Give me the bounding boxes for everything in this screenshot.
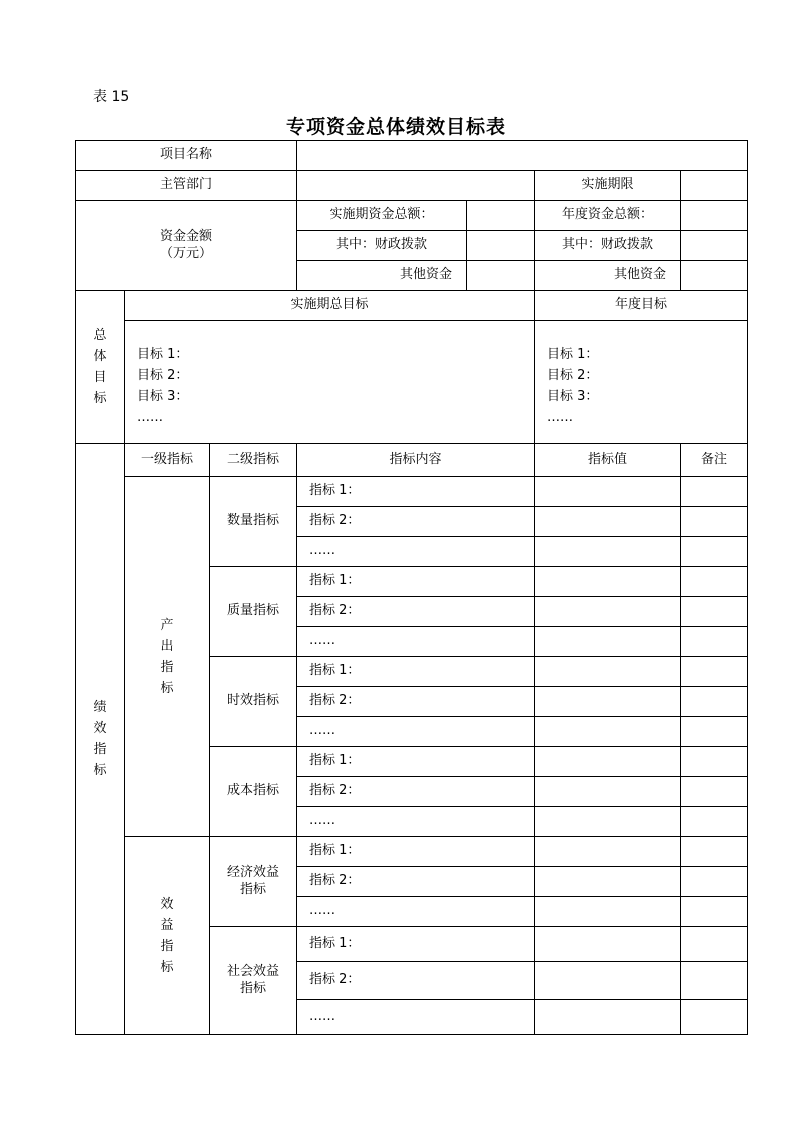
economic-benefit-indicator-label — [210, 837, 297, 927]
output-indicators-label — [125, 477, 210, 837]
content-header: 指标内容 — [297, 444, 535, 477]
goal-item: 目标 1： — [547, 347, 599, 362]
department-value[interactable] — [297, 171, 535, 201]
indicator-value-cell[interactable] — [535, 1000, 681, 1035]
annual-goal-content[interactable] — [535, 321, 748, 444]
section-char: 标 — [160, 959, 174, 975]
indicator-note-cell[interactable] — [681, 567, 748, 597]
indicator-value-cell[interactable] — [535, 837, 681, 867]
indicator-note-cell[interactable] — [681, 627, 748, 657]
department-label: 主管部门 — [76, 171, 297, 201]
indicator-value-cell[interactable] — [535, 777, 681, 807]
indicator-note-cell[interactable] — [681, 927, 748, 962]
indicator-value-cell[interactable] — [535, 867, 681, 897]
table-number-label: 表 15 — [93, 89, 130, 105]
indicator-content-cell[interactable]: …… — [297, 717, 535, 747]
period-goal-content[interactable] — [125, 321, 535, 444]
period-total-value[interactable] — [467, 201, 535, 231]
indicator-note-cell[interactable] — [681, 867, 748, 897]
indicator-content-cell[interactable]: …… — [297, 627, 535, 657]
indicator-note-cell[interactable] — [681, 747, 748, 777]
indicator-value-cell[interactable] — [535, 717, 681, 747]
indicator-value-cell[interactable] — [535, 477, 681, 507]
indicator-note-cell[interactable] — [681, 717, 748, 747]
indicator-content-cell[interactable]: 指标 2： — [297, 687, 535, 717]
section-char: 出 — [160, 638, 174, 654]
annual-total-label: 年度资金总额： — [535, 201, 681, 231]
section-char: 产 — [160, 617, 174, 633]
social-benefit-indicator-label — [210, 927, 297, 1035]
section-char: 指 — [160, 659, 174, 675]
indicator-content-cell[interactable]: 指标 1： — [297, 837, 535, 867]
period-fiscal-value[interactable] — [467, 231, 535, 261]
indicator-note-cell[interactable] — [681, 1000, 748, 1035]
indicator-value-cell[interactable] — [535, 687, 681, 717]
period-other-label: 其他资金 — [297, 261, 467, 291]
section-char: 总 — [93, 328, 107, 343]
indicator-content-cell[interactable]: 指标 2： — [297, 777, 535, 807]
indicator-note-cell[interactable] — [681, 537, 748, 567]
quality-indicator-label: 质量指标 — [210, 567, 297, 657]
period-total-label: 实施期资金总额： — [297, 201, 467, 231]
section-char: 标 — [93, 391, 107, 406]
value-header: 指标值 — [535, 444, 681, 477]
indicator-note-cell[interactable] — [681, 807, 748, 837]
annual-total-value[interactable] — [681, 201, 748, 231]
annual-other-value[interactable] — [681, 261, 748, 291]
indicator-value-cell[interactable] — [535, 627, 681, 657]
overall-goals-section-label — [76, 291, 125, 444]
goal-item: …… — [137, 410, 163, 425]
level2-header: 二级指标 — [210, 444, 297, 477]
indicator-content-cell[interactable]: 指标 1： — [297, 927, 535, 962]
indicator-content-cell[interactable]: 指标 1： — [297, 477, 535, 507]
timeliness-indicator-label: 时效指标 — [210, 657, 297, 747]
indicator-note-cell[interactable] — [681, 597, 748, 627]
section-char: 目 — [93, 370, 107, 385]
goal-item: 目标 3： — [137, 389, 189, 404]
period-label: 实施期限 — [535, 171, 681, 201]
indicator-content-cell[interactable]: 指标 2： — [297, 597, 535, 627]
goal-item: 目标 2： — [547, 368, 599, 383]
indicator-content-cell[interactable]: …… — [297, 1000, 535, 1035]
indicator-content-cell[interactable]: …… — [297, 897, 535, 927]
indicator-note-cell[interactable] — [681, 777, 748, 807]
period-other-value[interactable] — [467, 261, 535, 291]
indicator-value-cell[interactable] — [535, 897, 681, 927]
indicator-content-cell[interactable]: 指标 1： — [297, 657, 535, 687]
funds-amount-line: 资金金额 — [160, 229, 213, 245]
project-name-label: 项目名称 — [76, 141, 297, 171]
cost-indicator-label: 成本指标 — [210, 747, 297, 837]
goal-item: 目标 3： — [547, 389, 599, 404]
indicator-content-cell[interactable]: 指标 2： — [297, 962, 535, 1000]
section-char: 体 — [93, 349, 107, 364]
section-char: 效 — [160, 896, 174, 912]
funds-amount-unit: （万元） — [160, 245, 213, 261]
label-line: 经济效益 — [227, 865, 280, 881]
label-line: 社会效益 — [227, 964, 280, 980]
indicator-note-cell[interactable] — [681, 687, 748, 717]
section-char: 效 — [93, 721, 107, 736]
indicator-value-cell[interactable] — [535, 567, 681, 597]
performance-target-table — [75, 140, 748, 1035]
indicator-content-cell[interactable]: …… — [297, 537, 535, 567]
label-line: 指标 — [240, 980, 267, 996]
indicator-content-cell[interactable]: 指标 1： — [297, 567, 535, 597]
indicator-note-cell[interactable] — [681, 837, 748, 867]
indicator-content-cell[interactable]: 指标 2： — [297, 507, 535, 537]
section-char: 益 — [160, 917, 174, 933]
label-line: 指标 — [240, 881, 267, 897]
level1-header: 一级指标 — [125, 444, 210, 477]
section-char: 指 — [160, 938, 174, 954]
indicator-content-cell[interactable]: 指标 1： — [297, 747, 535, 777]
indicator-value-cell[interactable] — [535, 657, 681, 687]
goal-item: …… — [547, 410, 574, 425]
indicator-value-cell[interactable] — [535, 537, 681, 567]
indicator-value-cell[interactable] — [535, 807, 681, 837]
indicator-value-cell[interactable] — [535, 597, 681, 627]
benefit-indicators-label — [125, 837, 210, 1035]
note-header: 备注 — [681, 444, 748, 477]
indicator-value-cell[interactable] — [535, 962, 681, 1000]
period-value[interactable] — [681, 171, 748, 201]
annual-other-label: 其他资金 — [535, 261, 681, 291]
page-title: 专项资金总体绩效目标表 — [285, 116, 506, 138]
indicator-value-cell[interactable] — [535, 747, 681, 777]
indicator-value-cell[interactable] — [535, 927, 681, 962]
goal-item: 目标 1： — [137, 347, 189, 362]
annual-fiscal-label: 其中：财政拨款 — [535, 231, 681, 261]
section-char: 指 — [93, 742, 107, 757]
goal-item: 目标 2： — [137, 368, 189, 383]
project-name-value[interactable] — [297, 141, 748, 171]
indicator-value-cell[interactable] — [535, 507, 681, 537]
quantity-indicator-label: 数量指标 — [210, 477, 297, 567]
indicator-note-cell[interactable] — [681, 507, 748, 537]
annual-goal-header: 年度目标 — [535, 291, 748, 321]
period-fiscal-label: 其中：财政拨款 — [297, 231, 467, 261]
performance-indicators-section-label — [76, 444, 125, 1035]
annual-fiscal-value[interactable] — [681, 231, 748, 261]
funds-amount-label — [76, 201, 297, 291]
period-goal-header: 实施期总目标 — [125, 291, 535, 321]
section-char: 标 — [160, 680, 174, 696]
indicator-note-cell[interactable] — [681, 657, 748, 687]
indicator-note-cell[interactable] — [681, 962, 748, 1000]
indicator-content-cell[interactable]: …… — [297, 807, 535, 837]
indicator-note-cell[interactable] — [681, 477, 748, 507]
section-char: 绩 — [93, 700, 107, 715]
indicator-note-cell[interactable] — [681, 897, 748, 927]
section-char: 标 — [93, 763, 107, 778]
indicator-content-cell[interactable]: 指标 2： — [297, 867, 535, 897]
